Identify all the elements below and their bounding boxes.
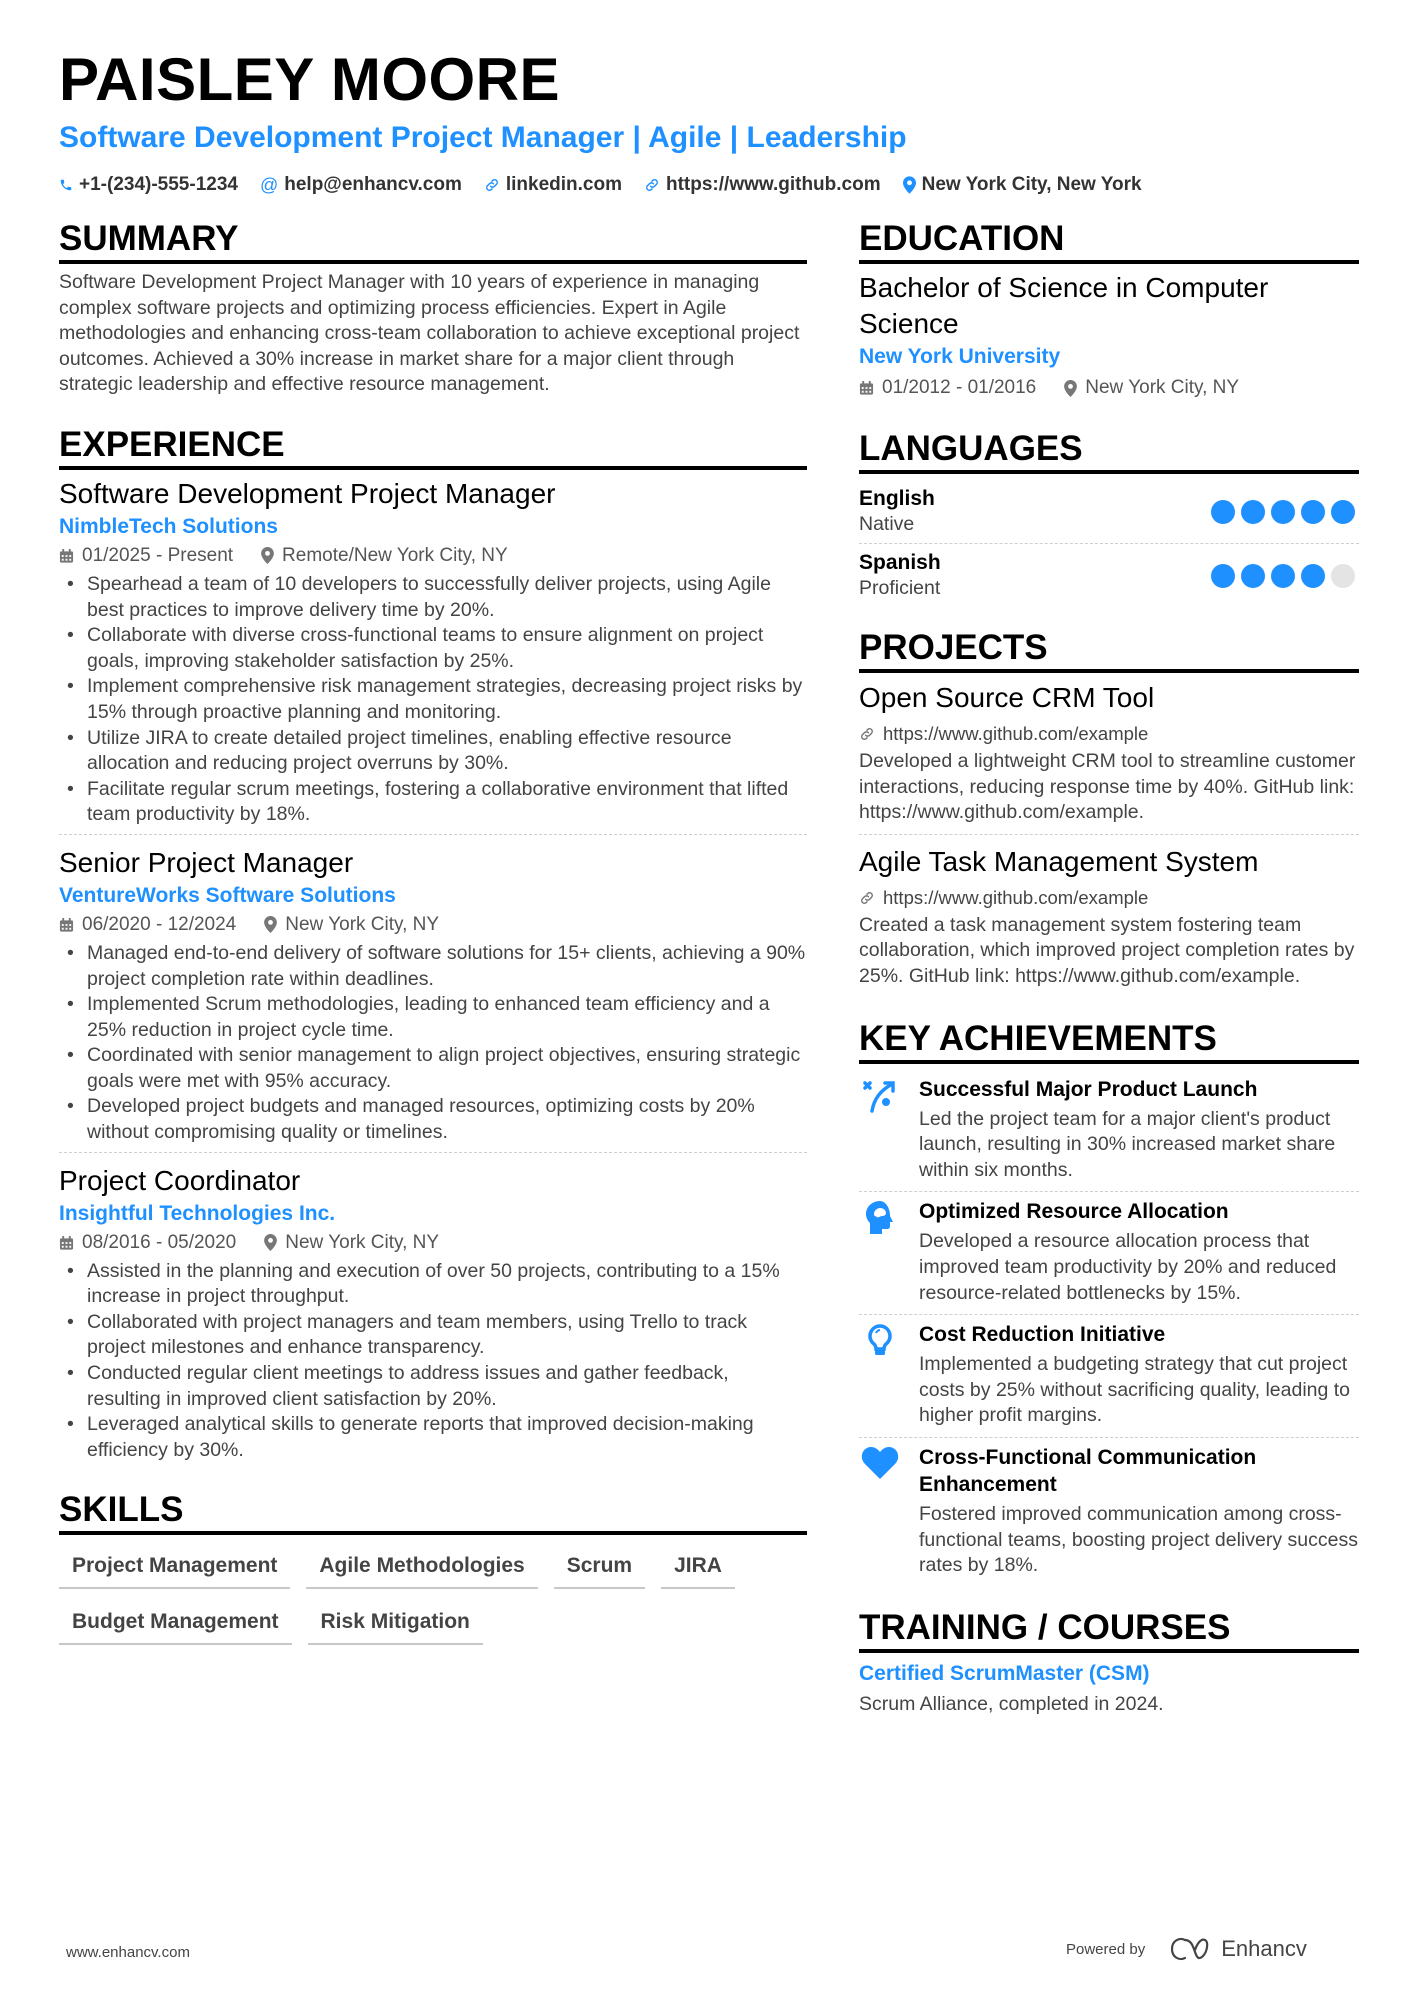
contact-email-text: help@enhancv.com (284, 174, 462, 195)
training-section (859, 1607, 1359, 1719)
language-level: Native (859, 513, 915, 535)
course-description: Scrum Alliance, completed in 2024. (859, 1692, 1164, 1715)
job-title: Senior Project Manager (59, 846, 354, 878)
skill-tag: Budget Management (59, 1603, 292, 1645)
skills-list (59, 1547, 807, 1645)
contact-location (903, 172, 1142, 198)
achievement-title: Cost Reduction Initiative (919, 1323, 1166, 1347)
language-name: Spanish (859, 551, 941, 574)
project-link[interactable] (859, 883, 1359, 913)
degree: Bachelor of Science in Computer Science (859, 272, 1269, 339)
achievements-section (859, 1018, 1359, 1587)
experience-item (59, 476, 807, 835)
job-bullets (59, 941, 807, 1146)
job-dates-text: 01/2025 - Present (82, 544, 234, 566)
skills-section (59, 1489, 807, 1645)
job-dates-text: 06/2020 - 12/2024 (82, 913, 237, 935)
bullet: • Conducted regular client meetings to address issues and gather feedback, resulting in improved client satisfaction by 20%. (59, 1361, 807, 1412)
school-name[interactable]: New York University (859, 345, 1061, 368)
language-item (859, 543, 1359, 607)
contact-github-text: https://www.github.com (666, 174, 881, 195)
bullet: • Facilitate regular scrum meetings, fostering a collaborative environment that lifted team productivity by 18%. (59, 777, 807, 828)
company-name[interactable]: Insightful Technologies Inc. (59, 1201, 336, 1225)
bullet: • Collaborated with project managers and team members, using Trello to track project milestones and enhance transparency. (59, 1310, 807, 1361)
link-icon (859, 726, 875, 742)
project-description: Developed a lightweight CRM tool to streamline customer interactions, reducing response time by 40%. GitHub link: https://www.github.com/example. (859, 750, 1356, 824)
education-location (1064, 374, 1239, 402)
contact-phone-text: +1-(234)-555-1234 (79, 174, 238, 195)
project-link-text: https://www.github.com/example (883, 886, 1149, 908)
summary-section (59, 218, 807, 398)
rating-dot-filled (1271, 500, 1295, 524)
bullet: • Utilize JIRA to create detailed project timelines, enabling effective resource allocation and reducing project overruns by 30%. (59, 726, 807, 777)
rating-dot-filled (1241, 500, 1265, 524)
location-pin-icon (903, 176, 916, 194)
candidate-name: PAISLEY MOORE (59, 46, 561, 113)
project-item (859, 843, 1359, 998)
bullet: • Spearhead a team of 10 developers to successfully deliver projects, using Agile best practices to improve delivery time by 20%. (59, 572, 807, 623)
contact-bar (59, 172, 1359, 198)
heart-icon (859, 1444, 901, 1579)
rating-dot-filled (1301, 564, 1325, 588)
achievement-item (859, 1192, 1359, 1315)
project-item (859, 679, 1359, 835)
calendar-icon (59, 1235, 74, 1251)
achievement-title: Cross-Functional Communication Enhancement (919, 1445, 1257, 1496)
bullet: • Coordinated with senior management to align project objectives, ensuring strategic goals were met with 95% accuracy. (59, 1043, 807, 1094)
bullet: • Implemented Scrum methodologies, leading to enhanced team efficiency and a 25% reduction in project cycle time. (59, 992, 807, 1043)
job-meta (59, 542, 807, 570)
language-name: English (859, 487, 935, 510)
bullet: • Developed project budgets and managed resources, optimizing costs by 20% without compromising quality or timelines. (59, 1094, 807, 1145)
section-title-summary: SUMMARY (59, 218, 807, 264)
contact-github[interactable] (644, 172, 881, 198)
rating-dot-filled (1211, 564, 1235, 588)
education-dates-text: 01/2012 - 01/2016 (882, 377, 1037, 398)
skill-tag: Project Management (59, 1547, 290, 1589)
achievement-item (859, 1438, 1359, 1587)
section-title-experience: EXPERIENCE (59, 424, 807, 470)
skill-tag: Agile Methodologies (306, 1547, 537, 1589)
lightbulb-icon (859, 1321, 901, 1429)
calendar-icon (59, 548, 74, 564)
experience-section (59, 424, 807, 1469)
job-meta (59, 1229, 807, 1257)
section-title-education: EDUCATION (859, 218, 1359, 264)
achievement-description: Fostered improved communication among cross-functional teams, boosting project delivery success rates by 18%. (919, 1502, 1358, 1577)
right-column (859, 218, 1359, 1739)
education-dates (859, 374, 1036, 402)
brand-name: Enhancv (1221, 1936, 1307, 1961)
headline: Software Development Project Manager | Agile | Leadership (59, 121, 907, 154)
skill-tag: JIRA (661, 1547, 735, 1589)
job-title: Software Development Project Manager (59, 477, 556, 509)
link-icon (859, 890, 875, 906)
skill-tag: Scrum (554, 1547, 645, 1589)
job-location (261, 542, 508, 570)
section-title-training: TRAINING / COURSES (859, 1607, 1359, 1653)
company-name[interactable]: NimbleTech Solutions (59, 514, 278, 538)
job-location (264, 911, 439, 939)
project-link[interactable] (859, 719, 1359, 749)
experience-item (59, 845, 807, 1153)
language-rating (1211, 500, 1355, 524)
contact-email[interactable] (260, 172, 462, 198)
skill-tag: Risk Mitigation (308, 1603, 483, 1645)
achievement-description: Developed a resource allocation process that improved team productivity by 20% and reduced resource-related bottlenecks by 15%. (919, 1230, 1337, 1304)
section-title-languages: LANGUAGES (859, 428, 1359, 474)
job-dates-text: 08/2016 - 05/2020 (82, 1231, 237, 1253)
strategy-icon (859, 1076, 901, 1184)
job-bullets (59, 1259, 807, 1464)
location-pin-icon (261, 547, 274, 564)
resume-header (59, 44, 1359, 198)
job-meta (59, 911, 807, 939)
achievement-item (859, 1070, 1359, 1193)
left-column (59, 218, 807, 1665)
job-location (264, 1229, 439, 1257)
achievement-description: Led the project team for a major client's product launch, resulting in 30% increased market share within six months. (919, 1107, 1336, 1181)
project-description: Created a task management system fostering team collaboration, which improved project completion rates by 25%. GitHub link: https://www.github.com/example. (859, 913, 1355, 987)
rating-dot-filled (1211, 500, 1235, 524)
bullet: • Assisted in the planning and execution of over 50 projects, contributing to a 15% increase in project throughput. (59, 1259, 807, 1310)
achievement-item (859, 1315, 1359, 1438)
enhancv-logo-icon (1169, 1936, 1213, 1962)
project-title: Agile Task Management System (859, 845, 1259, 877)
job-location-text: New York City, NY (285, 1231, 440, 1253)
rating-dot-filled (1331, 500, 1355, 524)
link-icon (644, 177, 660, 193)
language-rating (1211, 564, 1355, 588)
job-bullets (59, 572, 807, 828)
link-icon (484, 177, 500, 193)
location-pin-icon (264, 916, 277, 933)
summary-text: Software Development Project Manager with 10 years of experience in managing complex software projects and optimizing process efficiencies. Expert in Agile methodologies and enhancing cross-team collaboration to achieve exceptional project outcomes. Achieved a 30% increase in market share for a major client through strategic leadership and effective resource management. (59, 271, 800, 396)
projects-section (859, 627, 1359, 998)
contact-linkedin-text: linkedin.com (505, 174, 622, 195)
job-title: Project Coordinator (59, 1164, 301, 1196)
job-dates (59, 1229, 236, 1257)
rating-dot-filled (1271, 564, 1295, 588)
languages-section (859, 428, 1359, 607)
footer-website[interactable]: www.enhancv.com (66, 1944, 190, 1961)
bullet: • Managed end-to-end delivery of software solutions for 15+ clients, achieving a 90% project completion rate within deadlines. (59, 941, 807, 992)
achievement-title: Optimized Resource Allocation (919, 1200, 1229, 1224)
phone-icon (59, 177, 73, 193)
powered-by-label: Powered by (1066, 1940, 1146, 1958)
bullet: • Implement comprehensive risk management strategies, decreasing project risks by 15% through proactive planning and monitoring. (59, 674, 807, 725)
job-location-text: Remote/New York City, NY (282, 544, 508, 566)
footer-branding (1066, 1936, 1307, 1962)
achievement-description: Implemented a budgeting strategy that cut project costs by 25% without sacrificing quality, leading to higher profit margins. (919, 1353, 1351, 1427)
company-name[interactable]: VentureWorks Software Solutions (59, 883, 396, 907)
section-title-projects: PROJECTS (859, 627, 1359, 673)
project-link-text: https://www.github.com/example (883, 723, 1149, 744)
bullet: • Leveraged analytical skills to generate reports that improved decision-making efficiency by 30%. (59, 1412, 807, 1463)
contact-linkedin[interactable] (484, 172, 622, 198)
achievement-title: Successful Major Product Launch (919, 1077, 1258, 1101)
contact-phone[interactable] (59, 172, 238, 198)
job-dates (59, 542, 233, 570)
at-icon: @ (259, 175, 279, 195)
rating-dot-empty (1331, 564, 1355, 588)
contact-location-text: New York City, New York (921, 174, 1142, 195)
education-location-text: New York City, NY (1085, 377, 1240, 398)
language-item (859, 480, 1359, 543)
rating-dot-filled (1241, 564, 1265, 588)
location-pin-icon (1064, 380, 1077, 397)
calendar-icon (59, 917, 74, 933)
calendar-icon (859, 380, 874, 396)
enhancv-logo[interactable] (1169, 1936, 1307, 1962)
head-brain-icon (859, 1198, 901, 1306)
experience-item (59, 1163, 807, 1470)
rating-dot-filled (1301, 500, 1325, 524)
project-title: Open Source CRM Tool (859, 682, 1155, 713)
education-section (859, 218, 1359, 402)
education-meta (859, 374, 1359, 402)
section-title-achievements: KEY ACHIEVEMENTS (859, 1018, 1359, 1064)
job-location-text: New York City, NY (285, 913, 440, 935)
course-title: Certified ScrumMaster (CSM) (859, 1661, 1150, 1685)
section-title-skills: SKILLS (59, 1489, 807, 1535)
location-pin-icon (264, 1234, 277, 1251)
language-level: Proficient (859, 577, 941, 599)
job-dates (59, 911, 236, 939)
bullet: • Collaborate with diverse cross-functional teams to ensure alignment on project goals, improving stakeholder satisfaction by 25%. (59, 623, 807, 674)
